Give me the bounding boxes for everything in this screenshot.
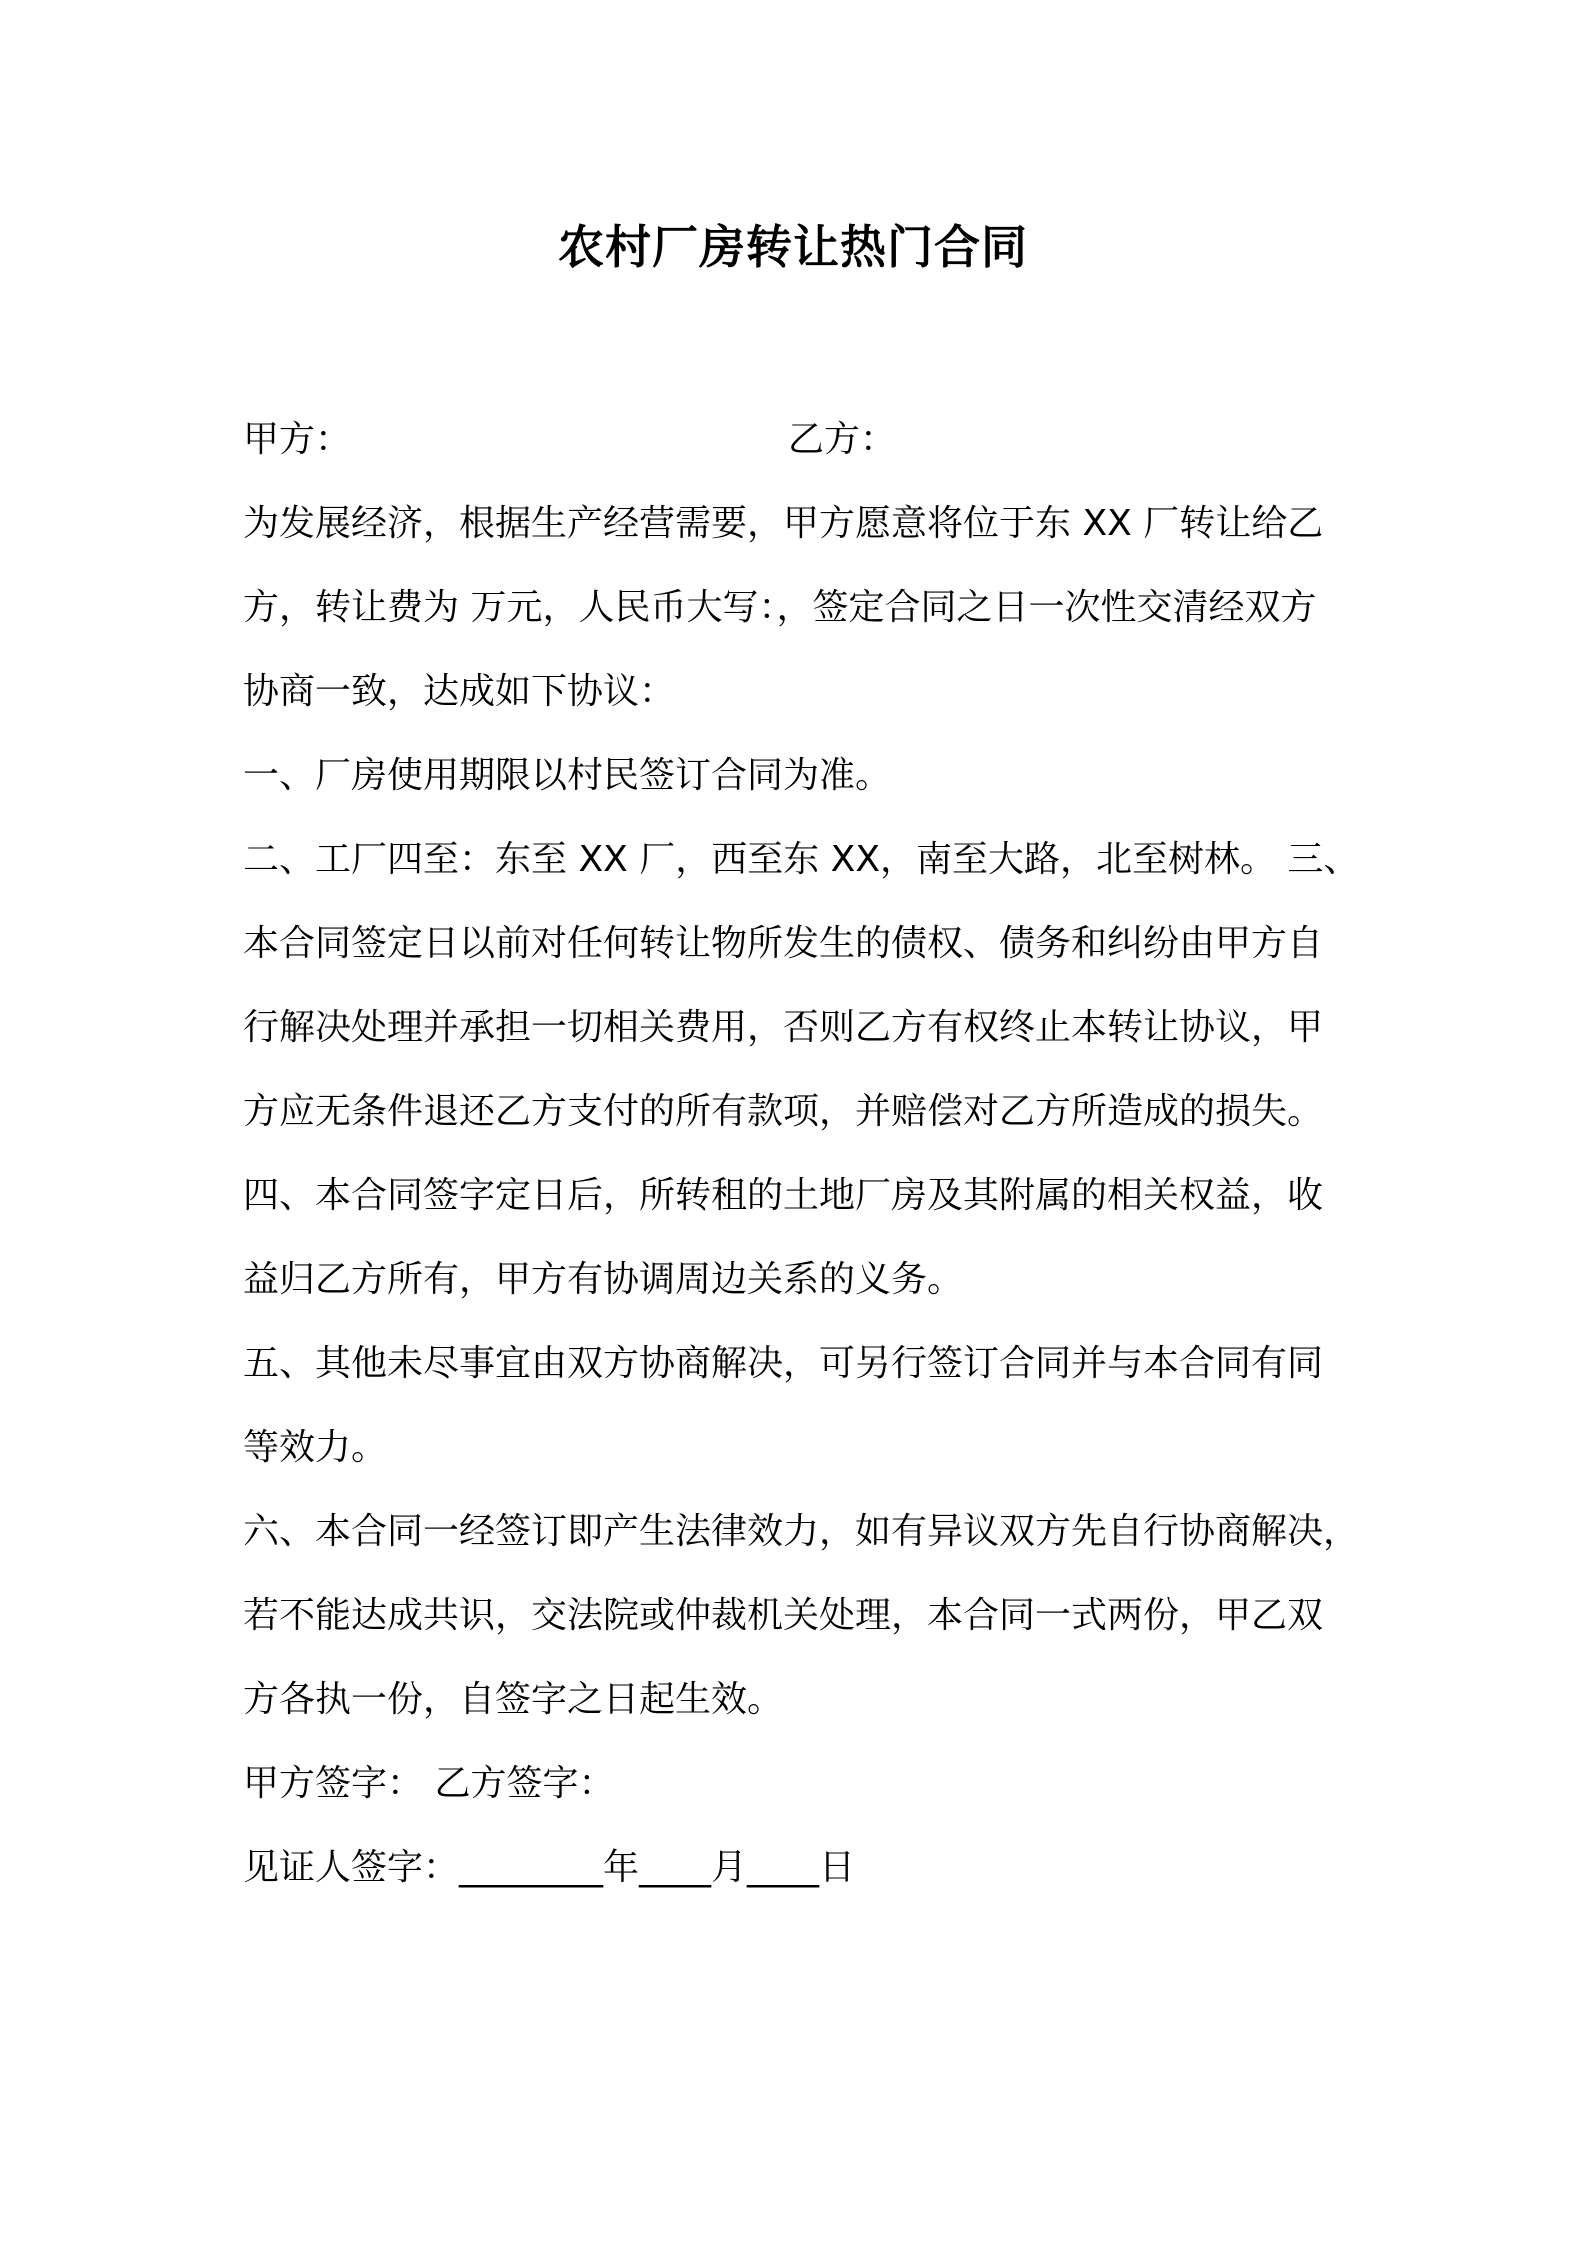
parties-row (243, 398, 1353, 482)
clause-4-line: 益归乙方所有，甲方有协调周边关系的义务。 (243, 1259, 964, 1300)
clause-5-line: 五、其他未尽事宜由双方协商解决，可另行签订合同并与本合同有同 (243, 1343, 1324, 1384)
clause-2: 二、工厂四至：东至 XX 厂，西至东 XX，南至大路，北至树林。 三、 (243, 839, 1360, 880)
clause-5-line: 等效力。 (243, 1427, 388, 1468)
witness-signature-line: 见证人签字：________年____月____日 (243, 1847, 856, 1888)
clause-6-line: 六、本合同一经签订即产生法律效力，如有异议双方先自行协商解决， (243, 1511, 1360, 1552)
signature-line: 甲方签字： 乙方签字： (243, 1763, 615, 1804)
clause-1: 一、厂房使用期限以村民签订合同为准。 (243, 755, 892, 796)
clause-3-line: 行解决处理并承担一切相关费用，否则乙方有权终止本转让协议，甲 (243, 1007, 1324, 1048)
paragraph-line: 为发展经济，根据生产经营需要，甲方愿意将位于东 XX 厂转让给乙 (243, 503, 1324, 544)
clause-3-line: 本合同签定日以前对任何转让物所发生的债权、债务和纠纷由甲方自 (243, 923, 1324, 964)
clause-3-line: 方应无条件退还乙方支付的所有款项，并赔偿对乙方所造成的损失。 (243, 1091, 1324, 1132)
paragraph-line: 方，转让费为 万元，人民币大写：，签定合同之日一次性交清经双方 (243, 587, 1317, 628)
clause-6-line: 若不能达成共识，交法院或仲裁机关处理，本合同一式两份，甲乙双 (243, 1595, 1324, 1636)
party-a-label: 甲方： (243, 419, 352, 460)
clause-6-line: 方各执一份，自签字之日起生效。 (243, 1679, 784, 1720)
clause-4-line: 四、本合同签字定日后，所转租的土地厂房及其附属的相关权益，收 (243, 1175, 1324, 1216)
party-b-label: 乙方： (788, 419, 897, 460)
paragraph-line: 协商一致，达成如下协议： (243, 671, 676, 712)
document-title: 农村厂房转让热门合同 (558, 220, 1028, 274)
